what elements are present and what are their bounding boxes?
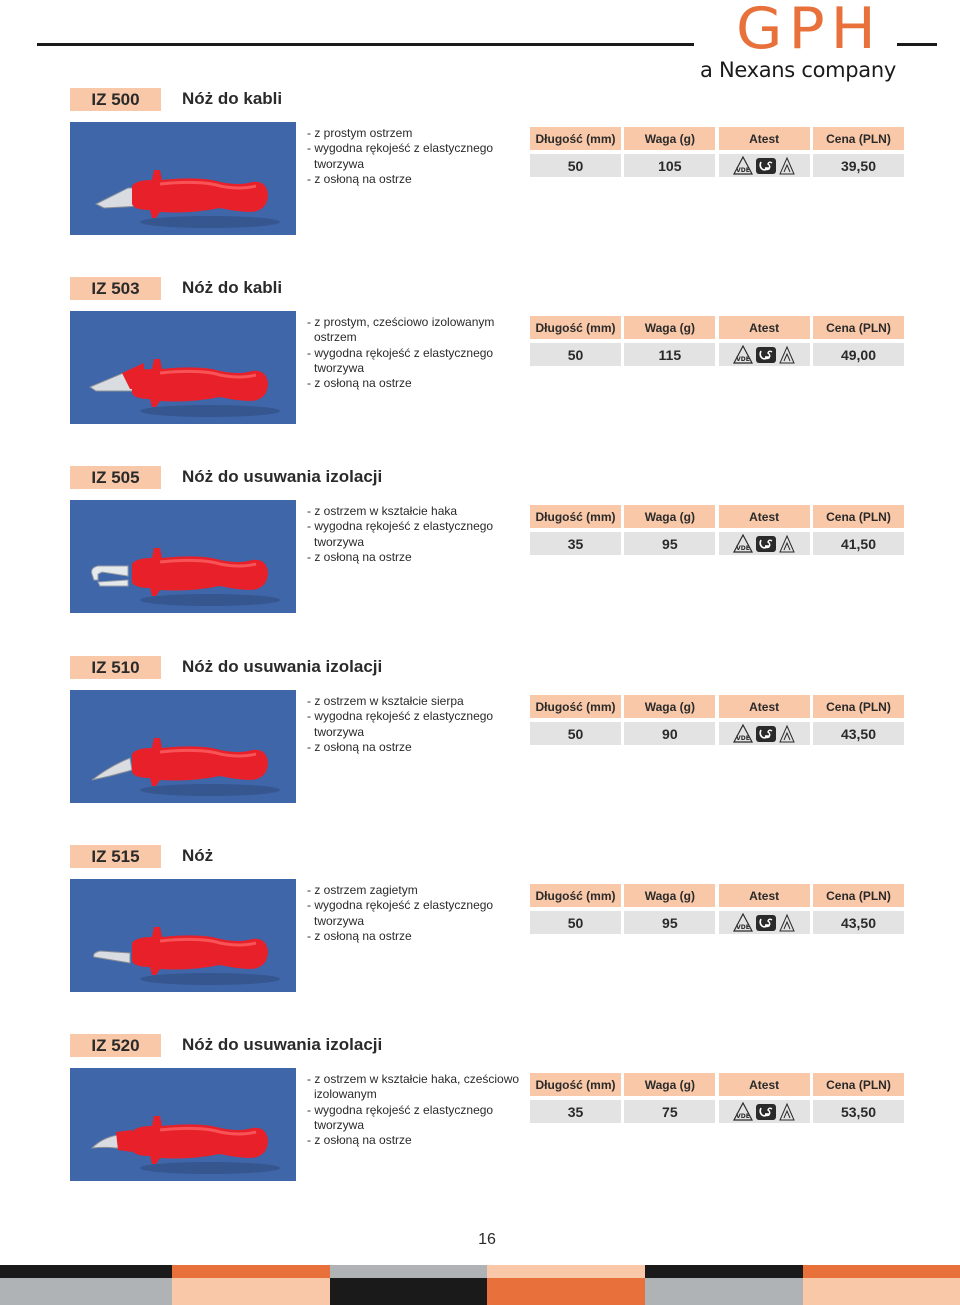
feature-item: - wygodna rękojeść z elastycznego tworzywa xyxy=(307,141,494,171)
product-title: Nóż do usuwania izolacji xyxy=(182,467,383,486)
footer-color-band xyxy=(0,1265,960,1305)
spec-table xyxy=(530,695,904,745)
feature-item: - z ostrzem w kształcie sierpa xyxy=(307,694,464,708)
knife-illustration xyxy=(70,311,296,424)
gs-mark-icon xyxy=(755,156,777,176)
spec-value-row xyxy=(530,154,904,177)
price-value: 49,00 xyxy=(813,343,904,366)
header-rule-right xyxy=(897,43,937,46)
spec-header: Cena (PLN) xyxy=(813,316,904,339)
price-value: 43,50 xyxy=(813,911,904,934)
spec-header: Waga (g) xyxy=(624,884,715,907)
product-title: Nóż do kabli xyxy=(182,278,283,297)
feature-item: - z osłoną na ostrze xyxy=(307,376,412,391)
knife-illustration xyxy=(70,122,296,235)
spec-value-row xyxy=(530,343,904,366)
product-block xyxy=(0,277,960,447)
weight-value: 105 xyxy=(624,154,715,177)
spec-header: Waga (g) xyxy=(624,127,715,150)
spec-header: Waga (g) xyxy=(624,695,715,718)
product-photo xyxy=(70,690,296,803)
atest-marks xyxy=(719,1100,810,1123)
spec-header: Cena (PLN) xyxy=(813,695,904,718)
vde-mark-icon xyxy=(733,1102,753,1122)
spec-table xyxy=(530,127,904,177)
insulated-triangle-icon xyxy=(779,156,795,176)
svg-text:VDE: VDE xyxy=(736,923,751,931)
spec-value-row xyxy=(530,1100,904,1123)
spec-header: Atest xyxy=(719,1073,810,1096)
knife-illustration xyxy=(70,879,296,992)
spec-header: Waga (g) xyxy=(624,316,715,339)
gs-mark-icon xyxy=(755,345,777,365)
product-photo xyxy=(70,311,296,424)
feature-item: - wygodna rękojeść z elastycznego tworzywa xyxy=(307,519,494,549)
svg-text:VDE: VDE xyxy=(736,355,751,363)
page-number: 16 xyxy=(478,1231,496,1248)
weight-value: 95 xyxy=(624,911,715,934)
vde-mark-icon xyxy=(733,345,753,365)
footer-block xyxy=(0,1278,172,1305)
header-rule-left xyxy=(37,43,694,46)
feature-list xyxy=(307,315,522,391)
vde-mark-icon xyxy=(733,156,753,176)
gs-mark-icon xyxy=(755,724,777,744)
product-code: IZ 505 xyxy=(70,466,161,489)
spec-header: Długość (mm) xyxy=(530,316,621,339)
spec-value-row xyxy=(530,532,904,555)
feature-item: - wygodna rękojeść z elastycznego tworzywa xyxy=(307,898,494,928)
vde-mark-icon xyxy=(733,913,753,933)
vde-mark-icon xyxy=(733,724,753,744)
spec-header-row xyxy=(530,127,904,150)
footer-block xyxy=(487,1278,645,1305)
weight-value: 95 xyxy=(624,532,715,555)
feature-item: - z prostym, cześciowo izolowanym ostrzem xyxy=(307,315,495,345)
footer-block xyxy=(803,1265,960,1278)
feature-item: - z osłoną na ostrze xyxy=(307,928,412,943)
feature-item: - z ostrzem w kształcie haka, cześciowo izolowanym xyxy=(307,1072,520,1102)
spec-table xyxy=(530,1073,904,1123)
footer-block xyxy=(645,1265,803,1278)
svg-text:VDE: VDE xyxy=(736,166,751,174)
svg-text:VDE: VDE xyxy=(736,544,751,552)
insulated-triangle-icon xyxy=(779,913,795,933)
spec-header-row xyxy=(530,505,904,528)
spec-header: Cena (PLN) xyxy=(813,884,904,907)
feature-item: - z ostrzem zagietym xyxy=(307,883,418,897)
product-photo xyxy=(70,500,296,613)
product-code: IZ 503 xyxy=(70,277,161,300)
product-code: IZ 510 xyxy=(70,656,161,679)
length-value: 50 xyxy=(530,911,621,934)
spec-header: Atest xyxy=(719,695,810,718)
feature-item: - wygodna rękojeść z elastycznego tworzywa xyxy=(307,709,494,739)
spec-table xyxy=(530,316,904,366)
gs-mark-icon xyxy=(755,534,777,554)
spec-header: Atest xyxy=(719,127,810,150)
footer-block xyxy=(330,1265,487,1278)
knife-illustration xyxy=(70,690,296,803)
atest-marks xyxy=(719,722,810,745)
atest-marks xyxy=(719,911,810,934)
gs-mark-icon xyxy=(755,1102,777,1122)
spec-header: Długość (mm) xyxy=(530,1073,621,1096)
atest-marks xyxy=(719,532,810,555)
spec-header: Długość (mm) xyxy=(530,505,621,528)
feature-list xyxy=(307,1072,522,1148)
product-block xyxy=(0,845,960,1015)
footer-block xyxy=(172,1278,330,1305)
spec-header: Długość (mm) xyxy=(530,884,621,907)
spec-header: Cena (PLN) xyxy=(813,505,904,528)
length-value: 50 xyxy=(530,722,621,745)
feature-list xyxy=(307,126,522,187)
product-block xyxy=(0,656,960,826)
feature-item: - z ostrzem w kształcie haka xyxy=(307,504,458,518)
footer-block xyxy=(645,1278,803,1305)
length-value: 50 xyxy=(530,154,621,177)
feature-list xyxy=(307,504,522,565)
feature-item: - z osłoną na ostrze xyxy=(307,739,412,754)
footer-block xyxy=(330,1278,487,1305)
logo-tagline: a Nexans company xyxy=(700,58,897,82)
logo-gph-text: GPH xyxy=(736,0,882,63)
feature-list xyxy=(307,694,522,755)
svg-text:VDE: VDE xyxy=(736,1112,751,1120)
knife-illustration xyxy=(70,1068,296,1181)
footer-block xyxy=(0,1265,172,1278)
insulated-triangle-icon xyxy=(779,1102,795,1122)
product-title: Nóż do usuwania izolacji xyxy=(182,1035,383,1054)
feature-item: - z osłoną na ostrze xyxy=(307,549,412,564)
footer-block xyxy=(803,1278,960,1305)
atest-marks xyxy=(719,343,810,366)
product-block xyxy=(0,466,960,636)
spec-header: Waga (g) xyxy=(624,505,715,528)
feature-item: - wygodna rękojeść z elastycznego tworzywa xyxy=(307,1102,494,1132)
insulated-triangle-icon xyxy=(779,724,795,744)
spec-value-row xyxy=(530,911,904,934)
length-value: 35 xyxy=(530,1100,621,1123)
feature-item: - z prostym ostrzem xyxy=(307,126,413,140)
price-value: 39,50 xyxy=(813,154,904,177)
feature-item: - z osłoną na ostrze xyxy=(307,171,412,186)
product-code: IZ 520 xyxy=(70,1034,161,1057)
knife-illustration xyxy=(70,500,296,613)
spec-header: Długość (mm) xyxy=(530,695,621,718)
insulated-triangle-icon xyxy=(779,345,795,365)
price-value: 41,50 xyxy=(813,532,904,555)
length-value: 35 xyxy=(530,532,621,555)
spec-header: Długość (mm) xyxy=(530,127,621,150)
spec-header: Waga (g) xyxy=(624,1073,715,1096)
product-photo xyxy=(70,122,296,235)
spec-header: Atest xyxy=(719,505,810,528)
product-title: Nóż xyxy=(182,846,214,865)
feature-item: - wygodna rękojeść z elastycznego tworzywa xyxy=(307,345,494,375)
spec-header: Cena (PLN) xyxy=(813,1073,904,1096)
price-value: 43,50 xyxy=(813,722,904,745)
length-value: 50 xyxy=(530,343,621,366)
product-block xyxy=(0,88,960,258)
product-block xyxy=(0,1034,960,1204)
product-code: IZ 500 xyxy=(70,88,161,111)
spec-table xyxy=(530,505,904,555)
spec-header: Atest xyxy=(719,316,810,339)
footer-block xyxy=(172,1265,330,1278)
price-value: 53,50 xyxy=(813,1100,904,1123)
svg-text:VDE: VDE xyxy=(736,734,751,742)
atest-marks xyxy=(719,154,810,177)
spec-header: Cena (PLN) xyxy=(813,127,904,150)
product-title: Nóż do kabli xyxy=(182,89,283,108)
weight-value: 90 xyxy=(624,722,715,745)
product-title: Nóż do usuwania izolacji xyxy=(182,657,383,676)
spec-header-row xyxy=(530,1073,904,1096)
gs-mark-icon xyxy=(755,913,777,933)
spec-value-row xyxy=(530,722,904,745)
spec-header: Atest xyxy=(719,884,810,907)
gph-logo xyxy=(698,0,897,86)
weight-value: 115 xyxy=(624,343,715,366)
feature-list xyxy=(307,883,522,944)
spec-table xyxy=(530,884,904,934)
spec-header-row xyxy=(530,884,904,907)
insulated-triangle-icon xyxy=(779,534,795,554)
feature-item: - z osłoną na ostrze xyxy=(307,1133,412,1148)
product-photo xyxy=(70,879,296,992)
product-photo xyxy=(70,1068,296,1181)
weight-value: 75 xyxy=(624,1100,715,1123)
footer-block xyxy=(487,1265,645,1278)
product-code: IZ 515 xyxy=(70,845,161,868)
vde-mark-icon xyxy=(733,534,753,554)
spec-header-row xyxy=(530,316,904,339)
spec-header-row xyxy=(530,695,904,718)
